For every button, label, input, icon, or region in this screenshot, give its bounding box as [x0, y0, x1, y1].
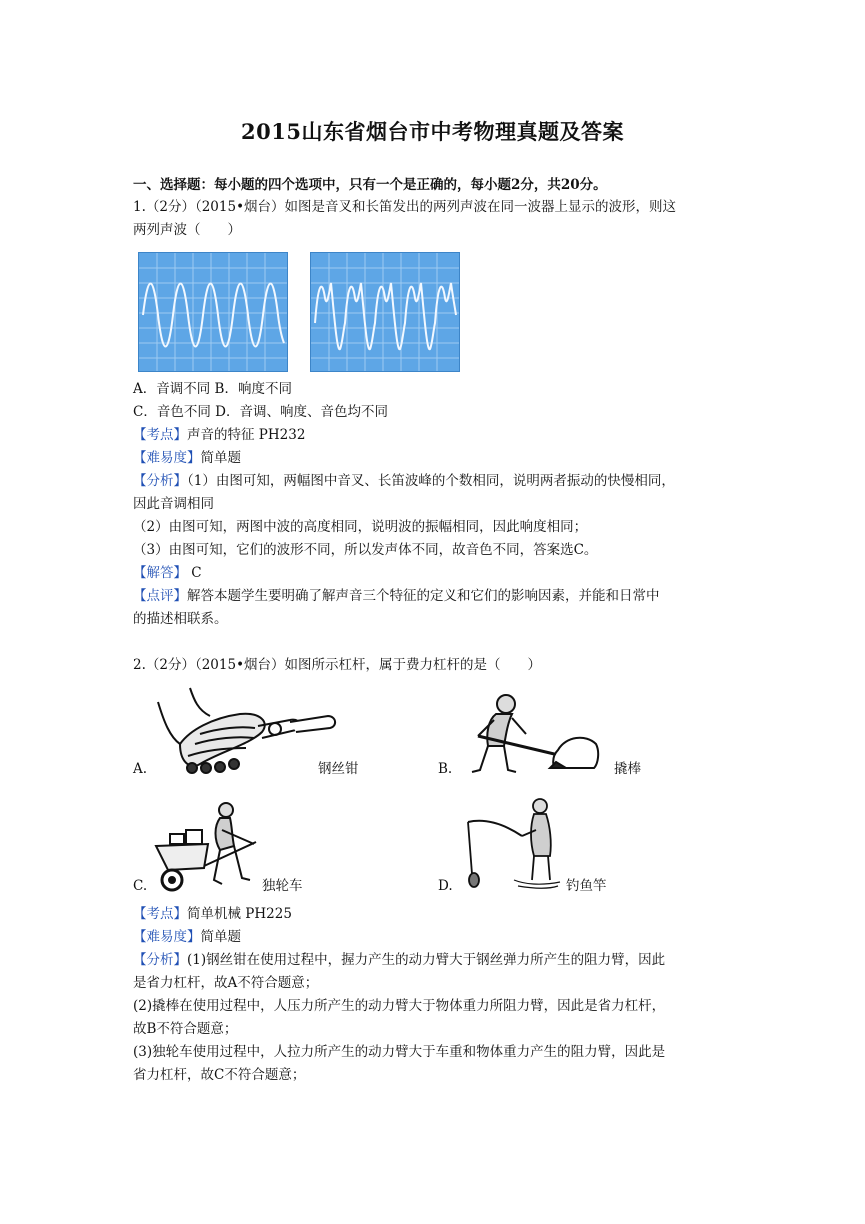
section-heading: 一、选择题：每小题的四个选项中，只有一个是正确的，每小题2分，共20分。 [133, 177, 607, 193]
fenxi-tag: 【分析】 [133, 952, 187, 968]
q1-dianping-line2: 的描述相联系。 [133, 611, 228, 627]
q2-option-d-letter: D. [438, 878, 453, 894]
q1-stem-line1: 1.（2分）（2015•烟台）如图是音叉和长笛发出的两列声波在同一波器上显示的波形，则这 [133, 199, 677, 215]
flute-wave [315, 283, 456, 349]
jieda-tag: 【解答】 [133, 565, 187, 581]
q2-fenxi-line2: 是省力杠杆，故A不符合题意； [133, 975, 319, 991]
nanyi-text: 简单题 [200, 450, 241, 466]
q1-dianping-line1 [133, 587, 660, 605]
tuning-fork-waveform-image [138, 252, 288, 372]
q2-fenxi-line6: 省力杠杆，故C不符合题意； [133, 1067, 306, 1083]
q2-option-a-label: 钢丝钳 [318, 761, 359, 777]
q2-option-d-label: 钓鱼竿 [566, 878, 607, 894]
wheelbarrow-image [150, 800, 270, 892]
fenxi-text: （1）由图可知，两幅图中音叉、长笛波峰的个数相同，说明两者振动的快慢相同， [187, 473, 675, 489]
q2-option-a-letter: A. [133, 761, 148, 777]
nanyi-tag: 【难易度】 [133, 450, 201, 466]
pliers-image [150, 682, 340, 774]
page-title: 2015山东省烟台市中考物理真题及答案 [241, 119, 624, 144]
q2-stem: 2.（2分）（2015•烟台）如图所示杠杆，属于费力杠杆的是（ ） [133, 657, 542, 673]
fishing-rod-image [460, 796, 570, 892]
kaodian-text: 简单机械 PH225 [187, 906, 292, 922]
q1-options-line2: C．音色不同 D．音调、响度、音色均不同 [133, 404, 388, 420]
kaodian-text: 声音的特征 PH232 [187, 427, 306, 443]
flute-waveform-image [310, 252, 460, 372]
q1-kaodian [133, 426, 305, 444]
jieda-text: C [187, 565, 202, 581]
q1-jieda [133, 564, 202, 582]
q2-kaodian [133, 905, 292, 923]
q1-options-line1: A．音调不同 B．响度不同 [133, 381, 292, 397]
q2-option-b-letter: B. [438, 761, 453, 777]
q1-fenxi-line2: 因此音调相同 [133, 496, 214, 512]
kaodian-tag: 【考点】 [133, 427, 187, 443]
dianping-text: 解答本题学生要明确了解声音三个特征的定义和它们的影响因素，并能和日常中 [187, 588, 660, 604]
q1-fenxi-line4: （3）由图可知，它们的波形不同，所以发声体不同，故音色不同，答案选C。 [133, 542, 598, 558]
q2-fenxi-line5: (3)独轮车使用过程中，人拉力所产生的动力臂大于车重和物体重力产生的阻力臂，因此是 [133, 1044, 666, 1060]
q2-fenxi-line4: 故B不符合题意； [133, 1021, 238, 1037]
q1-fenxi-line3: （2）由图可知，两图中波的高度相同，说明波的振幅相同，因此响度相同； [133, 519, 588, 535]
crowbar-image [458, 690, 608, 776]
fenxi-tag: 【分析】 [133, 473, 187, 489]
fenxi-text: (1)钢丝钳在使用过程中，握力产生的动力臂大于钢丝弹力所产生的阻力臂，因此 [187, 952, 666, 968]
q2-fenxi-line1 [133, 951, 665, 969]
nanyi-tag: 【难易度】 [133, 929, 201, 945]
q2-option-b-label: 撬棒 [614, 761, 641, 777]
dianping-tag: 【点评】 [133, 588, 187, 604]
q1-nanyi [133, 449, 241, 467]
q1-fenxi-line1 [133, 472, 675, 490]
q2-fenxi-line3: (2)撬棒在使用过程中，人压力所产生的动力臂大于物体重力所阻力臂，因此是省力杠杆， [133, 998, 666, 1014]
q2-option-c-letter: C. [133, 878, 148, 894]
tuning-fork-wave [143, 284, 284, 347]
q2-option-c-label: 独轮车 [262, 878, 303, 894]
q1-stem-line2: 两列声波（ ） [133, 222, 241, 238]
q2-nanyi [133, 928, 241, 946]
kaodian-tag: 【考点】 [133, 906, 187, 922]
nanyi-text: 简单题 [200, 929, 241, 945]
